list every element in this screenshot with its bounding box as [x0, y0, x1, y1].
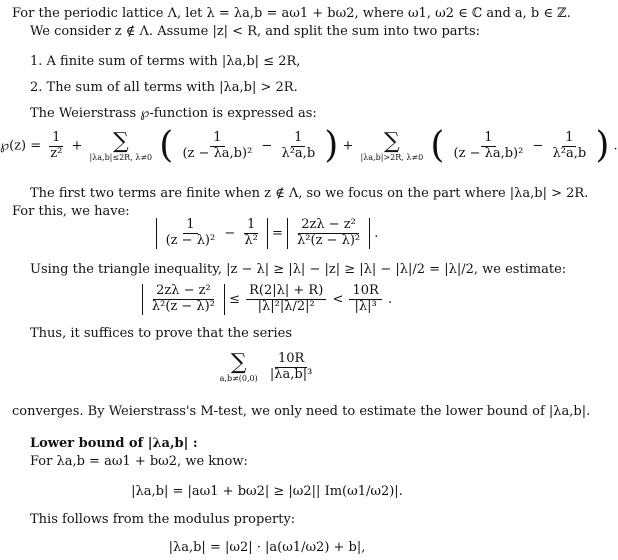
eq1-sum-1-limit: |λa,b|≤2R, λ≠0 [89, 152, 153, 162]
paren-open: ( [430, 125, 445, 166]
eq1-sum-1 [89, 128, 153, 162]
eq3-frac-a-den: λ²(z − λ)² [151, 298, 215, 314]
eq4-sum [220, 352, 258, 383]
sigma-symbol: ∑ [230, 350, 247, 375]
eq3-frac-b [246, 284, 326, 315]
eq1-sum-2-limit: |λa,b|>2R, λ≠0 [360, 152, 424, 162]
lower-bound-heading: Lower bound of |λa,b| : [30, 436, 198, 451]
eq4-frac-den: |λa,b|³ [269, 367, 313, 382]
eq3-lt: < [332, 291, 344, 307]
eq4-sum-limit: a,b≠(0,0) [219, 374, 258, 383]
eq1-lhs: ℘(z) = [0, 138, 42, 154]
abs-right [287, 218, 370, 249]
eq2-end: . [374, 225, 379, 241]
sigma-symbol: ∑ [383, 128, 400, 154]
eq1-frac-d-num: 1 [562, 131, 576, 147]
eq1-frac-a [179, 131, 255, 162]
eq3-frac-a-num: 2zλ − z² [153, 284, 214, 300]
equation-modulus: |λa,b| = |ω2| · |a(ω1/ω2) + b|, [168, 540, 366, 555]
eq1-frac-b-num: 1 [291, 131, 305, 147]
eq3-frac-b-num: R(2|λ| + R) [246, 284, 326, 300]
eq3-frac-b-den: |λ|²|λ/2|² [257, 298, 315, 314]
eq1-minus-2: − [532, 138, 544, 154]
list-item-1: 1. A finite sum of terms with |λa,b| ≤ 2R, [30, 54, 301, 69]
eq3-frac-c-den: |λ|³ [354, 298, 377, 314]
equation-estimate [0, 284, 534, 315]
sigma-symbol: ∑ [112, 128, 129, 154]
eq4-frac [267, 352, 315, 383]
eq3-end: . [387, 291, 393, 307]
eq1-sum-2 [360, 128, 424, 162]
eq1-plus-2: + [342, 138, 354, 154]
intro-line-1: For the periodic lattice Λ, let λ = λa,b = aω1 + bω2, where ω1, ω2 ∈ ℂ and a, b ∈ ℤ. [12, 6, 571, 21]
eq1-frac-b [278, 131, 318, 162]
para2-line-2: For this, we have: [12, 204, 130, 219]
eq1-minus-1: − [261, 138, 273, 154]
eq2-frac-c-num: 2zλ − z² [298, 218, 359, 234]
eq1-frac-c-num: 1 [481, 131, 495, 147]
intro-line-2: We consider z ∉ Λ. Assume |z| < R, and split the sum into two parts: [30, 24, 481, 39]
abs-left [156, 218, 268, 249]
eq1-frac-d [550, 131, 590, 162]
thus-line: Thus, it suffices to prove that the series [30, 326, 293, 341]
eq1-frac-b-den: λ²a,b [281, 145, 316, 161]
para2-line-1: The first two terms are finite when z ∉ Λ, so we focus on the part where |λa,b| > 2R. [30, 186, 589, 201]
lower-bound-line: For λa,b = aω1 + bω2, we know: [30, 454, 248, 469]
paren-open: ( [159, 125, 174, 166]
eq1-frac-a-num: 1 [210, 131, 224, 147]
weierstrass-intro: The Weierstrass ℘-function is expressed as: [30, 106, 317, 121]
eq3-frac-c [349, 284, 381, 315]
list-item-2: 2. The sum of all terms with |λa,b| > 2R. [30, 80, 298, 95]
equation-series [0, 352, 534, 383]
eq2-equals: = [272, 225, 283, 241]
converges-line: converges. By Weierstrass's M-test, we only need to estimate the lower bound of |λa,b|. [12, 404, 591, 419]
abs-estimate [142, 284, 225, 315]
paren-close: ) [595, 125, 610, 166]
eq1-frac-c-den: (z − λa,b)² [453, 145, 524, 161]
eq1-plus-1: + [71, 138, 83, 154]
eq2-frac-b-num: 1 [244, 218, 258, 234]
equation-weierstrass [0, 125, 618, 166]
eq3-le: ≤ [229, 291, 240, 307]
eq2-frac-b-den: λ² [244, 232, 258, 248]
eq1-term1 [47, 131, 65, 162]
eq1-term1-num: 1 [49, 131, 63, 147]
eq1-frac-c [451, 131, 527, 162]
eq2-frac-a-num: 1 [183, 218, 197, 234]
triangle-inequality-line: Using the triangle inequality, |z − λ| ≥ |λ| − |z| ≥ |λ| − |λ|/2 = |λ|/2, we estimate: [30, 262, 567, 277]
eq2-minus: − [224, 225, 236, 241]
eq2-frac-b [241, 218, 260, 249]
paren-close: ) [324, 125, 339, 166]
eq2-frac-c-den: λ²(z − λ)² [297, 232, 361, 248]
equation-lower-bound: |λa,b| = |aω1 + bω2| ≥ |ω2|| Im(ω1/ω2)|. [131, 484, 403, 499]
follows-line: This follows from the modulus property: [30, 512, 296, 527]
eq2-frac-a [163, 218, 219, 249]
eq2-frac-c [294, 218, 363, 249]
eq1-end: . [613, 138, 618, 154]
eq3-frac-a [149, 284, 218, 315]
equation-difference [0, 218, 534, 249]
eq1-frac-a-den: (z − λa,b)² [182, 145, 253, 161]
eq3-frac-c-num: 10R [349, 284, 381, 300]
eq2-frac-a-den: (z − λ)² [165, 232, 216, 248]
eq1-term1-den: z² [50, 145, 63, 161]
eq4-frac-num: 10R [275, 352, 307, 368]
eq1-frac-d-den: λ²a,b [552, 145, 587, 161]
